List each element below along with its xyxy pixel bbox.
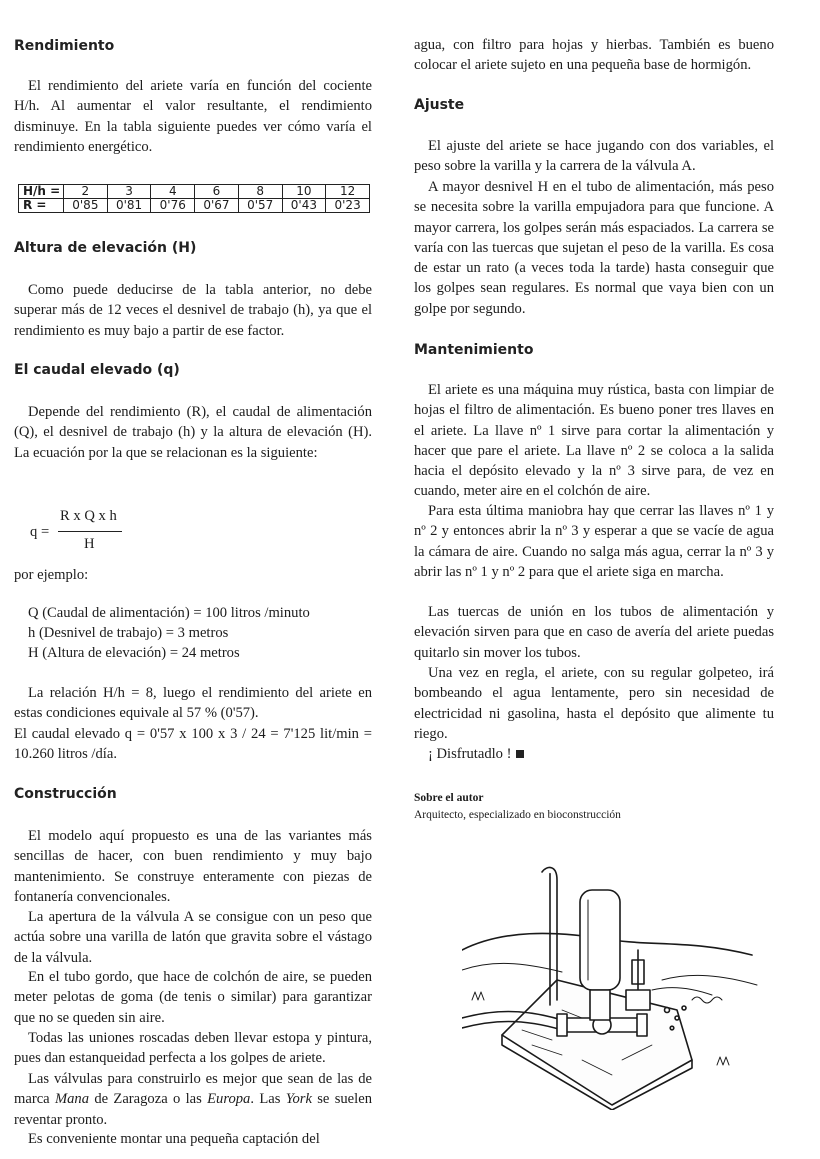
rendimiento-table: [18, 184, 370, 213]
example-line: h (Desnivel de trabajo) = 3 metros: [28, 625, 229, 641]
example-line: H (Altura de elevación) = 24 metros: [28, 645, 240, 661]
text-run: se suelen reventar pronto.: [14, 1091, 372, 1128]
paragraph: Todas las uniones roscadas deben llevar estopa y pintura, pues dan estanqueidad perfecta a los golpes de ariete.: [14, 1030, 372, 1067]
table-row-r: [19, 199, 370, 213]
table-cell: 0'85: [64, 199, 108, 213]
table-cell: 6: [195, 185, 239, 199]
paragraph: por ejemplo:: [14, 567, 89, 583]
paragraph: A mayor desnivel H en el tubo de alimentación, más peso se necesita sobre la varilla empujadora para que funcione. A mayor carrera, los golpes serán más espaciados. La carrera se varía con las tuercas que sujetan el peso de la varilla. Es cosa de estar un rato (a veces toda la tarde) hasta conseguir que los golpes sean regulares. Es normal que vaya bien con un golpe por segundo.: [414, 179, 774, 317]
author-title: Sobre el autor: [414, 792, 484, 804]
table-cell: 3: [107, 185, 151, 199]
paragraph: El rendimiento del ariete varía en función del cociente H/h. Al aumentar el valor resultante, el rendimiento disminuye. En la tabla siguiente puedes ver cómo varía el rendimiento energético.: [14, 78, 372, 155]
fraction-bar: [58, 531, 122, 532]
section-title-rendimiento: Rendimiento: [14, 38, 115, 54]
section-title-mantenimiento: Mantenimiento: [414, 342, 534, 358]
paragraph: El caudal elevado q = 0'57 x 100 x 3 / 24 = 7'125 lit/min = 10.260 litros /día.: [14, 726, 372, 763]
table-cell: H/h =: [19, 185, 64, 199]
paragraph: [14, 1069, 372, 1130]
table-cell: 2: [64, 185, 108, 199]
brand-york: York: [285, 1091, 312, 1108]
table-cell: 0'81: [107, 199, 151, 213]
paragraph: agua, con filtro para hojas y hierbas. También es bueno colocar el ariete sujeto en una pequeña base de hormigón.: [414, 37, 774, 74]
table-cell: 0'67: [195, 199, 239, 213]
paragraph: Depende del rendimiento (R), el caudal de alimentación (Q), el desnivel de trabajo (h) y la altura de elevación (H). La ecuación por la que se relacionan es la siguiente:: [14, 404, 372, 461]
table-cell: 0'76: [151, 199, 195, 213]
text-run: . Las: [250, 1091, 286, 1108]
section-title-construccion: Construcción: [14, 786, 117, 802]
table-cell: 10: [282, 185, 326, 199]
table-cell: 12: [326, 185, 370, 199]
end-mark-icon: [516, 750, 524, 758]
hydraulic-ram-illustration: [462, 860, 762, 1110]
paragraph: El ajuste del ariete se hace jugando con dos variables, el peso sobre la varilla y la carrera de la válvula A.: [414, 138, 774, 175]
paragraph: El modelo aquí propuesto es una de las variantes más sencillas de hacer, con buen rendimiento y muy bajo mantenimiento. Se construye enteramente con piezas de fontanería convencionales.: [14, 828, 372, 905]
paragraph: La relación H/h = 8, luego el rendimiento del ariete en estas condiciones equivale al 57 % (0'57).: [14, 685, 372, 722]
author-description: Arquitecto, especializado en bioconstrucción: [414, 809, 621, 821]
brand-mana: Mana: [54, 1091, 90, 1108]
paragraph: Como puede deducirse de la tabla anterior, no debe superar más de 12 veces el desnivel de trabajo (h), ya que el rendimiento es muy bajo a partir de ese factor.: [14, 282, 372, 339]
closing-text: ¡ Disfrutadlo !: [428, 746, 512, 762]
table-cell: 8: [238, 185, 282, 199]
table-cell: 4: [151, 185, 195, 199]
table-cell: R =: [19, 199, 64, 213]
paragraph: Es conveniente montar una pequeña captación del: [28, 1131, 320, 1147]
formula-denominator: H: [84, 536, 95, 552]
formula-numerator: R x Q x h: [60, 508, 117, 524]
text-run: Las válvulas para construirlo es mejor que sean de las de marca: [14, 1071, 372, 1108]
closing-line: [414, 744, 774, 764]
section-title-caudal: El caudal elevado (q): [14, 362, 180, 378]
section-title-altura: Altura de elevación (H): [14, 240, 197, 256]
table-row-hh: [19, 185, 370, 199]
table-cell: 0'23: [326, 199, 370, 213]
text-run: de Zaragoza o las: [89, 1091, 208, 1108]
paragraph: Para esta última maniobra hay que cerrar las llaves nº 1 y nº 2 y entonces abrir la nº 3 y esperar a que se vacíe de agua la cámara de aire. Cuando no salga más agua, cerrar la nº 3 y abrir las nº 1 y nº 2 para que el ariete siga en marcha.: [414, 503, 774, 580]
paragraph: Una vez en regla, el ariete, con su regular golpeteo, irá bombeando el agua lentamente, pero sin necesidad de electricidad ni gasolina, hasta el depósito que alimente tu riego.: [414, 665, 774, 742]
brand-europa: Europa: [207, 1091, 251, 1108]
paragraph: Las tuercas de unión en los tubos de alimentación y elevación sirven para que en caso de avería del ariete puedas quitarlo sin mover los tubos.: [414, 604, 774, 661]
paragraph: En el tubo gordo, que hace de colchón de aire, se pueden meter pelotas de goma (de tenis o similar) para garantizar que no se queden sin aire.: [14, 969, 372, 1026]
table-cell: 0'57: [238, 199, 282, 213]
paragraph: La apertura de la válvula A se consigue con un peso que actúa sobre una varilla de latón que gravita sobre el vástago de la válvula.: [14, 909, 372, 966]
section-title-ajuste: Ajuste: [414, 97, 465, 113]
table-cell: 0'43: [282, 199, 326, 213]
paragraph: El ariete es una máquina muy rústica, basta con limpiar de hojas el filtro de alimentación. Es bueno poner tres llaves en el ariete. La llave nº 1 sirve para cortar la alimentación y hacer que pare el ariete. La llave nº 2 se coloca a la salida hacia el depósito elevado y la nº 3 sirve para, de vez en cuando, meter aire en el colchón de aire.: [414, 382, 774, 500]
example-line: Q (Caudal de alimentación) = 100 litros /minuto: [28, 605, 310, 621]
formula-lhs: q =: [30, 524, 50, 540]
